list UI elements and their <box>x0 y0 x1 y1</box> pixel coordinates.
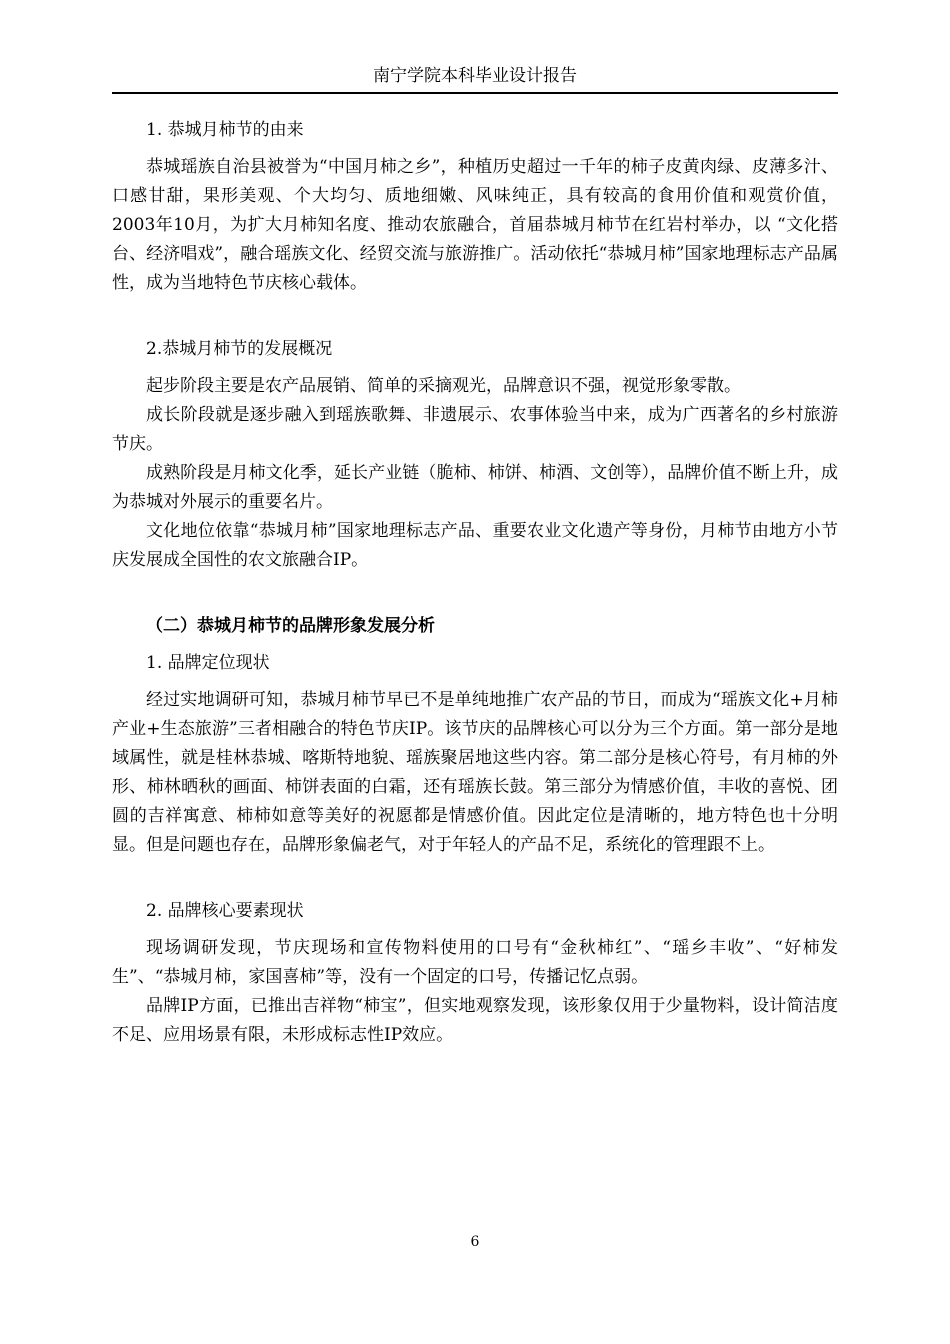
paragraph-stage-initial: 起步阶段主要是农产品展销、简单的采摘观光，品牌意识不强，视觉形象零散。 <box>146 376 741 396</box>
section-heading-origin: 1. 恭城月柿节的由来 <box>146 120 304 140</box>
document-body <box>112 116 838 1050</box>
paragraph-origin: 恭城瑶族自治县被誉为“中国月柿之乡”，种植历史超过一千年的柿子皮黄肉绿、皮薄多汁、口感甘甜，果形美观、个大均匀、质地细嫩、风味纯正，具有较高的食用价值和观赏价值， 2003年10月，为扩大月柿知名度、推动农旅融合，首届恭城月柿节在红岩村举办，以 “文化搭台、经济唱戏”，融合瑶族文化、经贸交流与旅游推广。活动依托“恭城月柿”国家地理标志产品属性，成为当地特色节庆核心载体。 <box>112 157 838 293</box>
page-number: 6 <box>470 1234 480 1250</box>
page-header: 南宁学院本科毕业设计报告 <box>373 66 577 86</box>
chapter-heading-brand-analysis: （二）恭城月柿节的品牌形象发展分析 <box>146 616 435 636</box>
paragraph-stage-mature: 成熟阶段是月柿文化季，延长产业链（脆柿、柿饼、柿酒、文创等），品牌价值不断上升，成为恭城对外展示的重要名片。 <box>112 463 838 512</box>
paragraph-cultural-status: 文化地位依靠“恭城月柿”国家地理标志产品、重要农业文化遗产等身份，月柿节由地方小节庆发展成全国性的农文旅融合IP。 <box>112 521 838 570</box>
paragraph-positioning: 经过实地调研可知，恭城月柿节早已不是单纯地推广农产品的节日，而成为“瑶族文化+月柿产业+生态旅游”三者相融合的特色节庆IP。该节庆的品牌核心可以分为三个方面。第一部分是地域属性，就是桂林恭城、喀斯特地貌、瑶族聚居地这些内容。第二部分是核心符号，有月柿的外形、柿林晒秋的画面、柿饼表面的白霜，还有瑶族长鼓。第三部分为情感价值，丰收的喜悦、团圆的吉祥寓意、柿柿如意等美好的祝愿都是情感价值。因此定位是清晰的，地方特色也十分明显。但是问题也存在，品牌形象偏老气，对于年轻人的产品不足，系统化的管理跟不上。 <box>112 690 838 855</box>
section-heading-development: 2.恭城月柿节的发展概况 <box>146 339 333 359</box>
paragraph-stage-growth: 成长阶段就是逐步融入到瑶族歌舞、非遗展示、农事体验当中来，成为广西著名的乡村旅游节庆。 <box>112 405 838 454</box>
section-heading-positioning: 1. 品牌定位现状 <box>146 653 270 673</box>
paragraph-brand-ip: 品牌IP方面，已推出吉祥物“柿宝”，但实地观察发现，该形象仅用于少量物料，设计简洁度不足、应用场景有限，未形成标志性IP效应。 <box>112 996 838 1045</box>
paragraph-slogans: 现场调研发现，节庆现场和宣传物料使用的口号有“金秋柿红”、“瑶乡丰收”、“好柿发生”、“恭城月柿，家国喜柿”等，没有一个固定的口号，传播记忆点弱。 <box>112 938 838 987</box>
section-heading-core-elements: 2. 品牌核心要素现状 <box>146 901 304 921</box>
header-rule <box>112 92 838 94</box>
